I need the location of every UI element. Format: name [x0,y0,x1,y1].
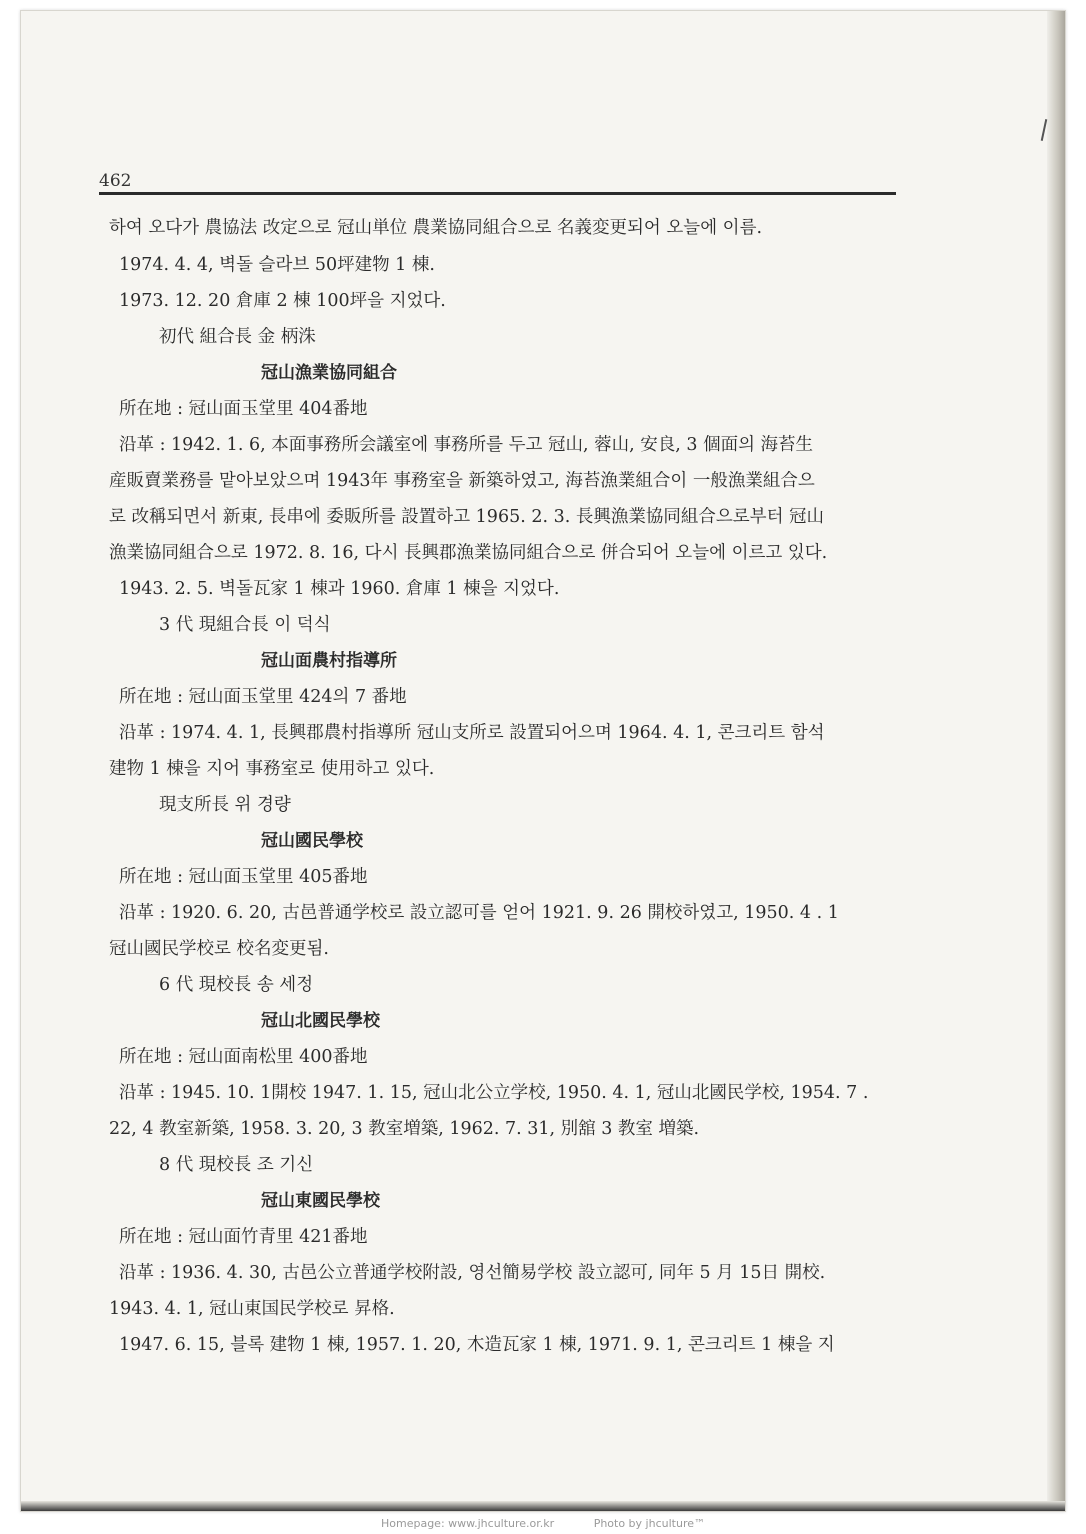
text-line: 하여 오다가 農協法 改定으로 冠山単位 農業協同組合으로 名義変更되어 오늘에 이름. [109,218,763,238]
text-line: 建物 1 棟을 지어 事務室로 使用하고 있다. [109,759,435,779]
text-line: 所在地 : 冠山面南松里 400番地 [119,1047,368,1067]
text-line: 6 代 現校長 송 세정 [159,975,314,995]
text-line: 沿革 : 1974. 4. 1, 長興郡農村指導所 冠山支所로 設置되어으며 1964. 4. 1, 콘크리트 함석 [119,723,825,743]
text-line: 所在地 : 冠山面竹青里 421番地 [119,1227,368,1247]
text-line: 1947. 6. 15, 블록 建物 1 棟, 1957. 1. 20, 木造瓦家 1 棟, 1971. 9. 1, 콘크리트 1 棟을 지 [119,1335,835,1355]
text-line: 初代 組合長 金 柄洙 [159,327,316,347]
page-number: 462 [99,171,132,191]
text-line: 所在地 : 冠山面玉堂里 424의 7 番地 [119,687,407,707]
text-line: 冠山國民学校로 校名変更됨. [109,939,329,959]
text-line: 沿革 : 1920. 6. 20, 古邑普通学校로 設立認可를 얻어 1921. 9. 26 開校하였고, 1950. 4 . 1 [119,903,839,923]
text-line: 漁業協同組合으로 1972. 8. 16, 다시 長興郡漁業協同組合으로 併合되어 오늘에 이르고 있다. [109,543,828,563]
text-line: 沿革 : 1936. 4. 30, 古邑公立普通学校附設, 영선簡易学校 設立認可, 同年 5 月 15日 開校. [119,1263,826,1283]
text-line: 所在地 : 冠山面玉堂里 405番地 [119,867,368,887]
photo-credit: Photo by jhculture™ [593,1517,705,1530]
text-line: 産販賣業務를 맡아보았으며 1943年 事務室을 新築하였고, 海苔漁業組合이 一般漁業組合으 [109,471,815,491]
text-line: 1943. 4. 1, 冠山東国民学校로 昇格. [109,1299,395,1319]
text-line: 로 改稱되면서 新東, 長串에 委販所를 設置하고 1965. 2. 3. 長興漁業協同組合으로부터 冠山 [109,507,825,527]
homepage-credit: Homepage: www.jhculture.or.kr [380,1517,555,1530]
text-line: 22, 4 教室新築, 1958. 3. 20, 3 教室増築, 1962. 7. 31, 別舘 3 教室 増築. [109,1119,700,1139]
text-line: 現支所長 위 경량 [159,795,291,815]
text-line: 所在地 : 冠山面玉堂里 404番地 [119,399,368,419]
book-spine [1047,11,1065,1511]
text-line: 3 代 現組合長 이 덕식 [159,615,331,635]
section-heading: 冠山東國民學校 [261,1191,380,1211]
text-line: 8 代 現校長 조 기신 [159,1155,314,1175]
text-line: 1973. 12. 20 倉庫 2 棟 100坪을 지었다. [119,291,446,311]
section-heading: 冠山國民學校 [261,831,363,851]
text-line: 沿革 : 1942. 1. 6, 本面事務所会議室에 事務所를 두고 冠山, 蓉山, 安良, 3 個面의 海苔生 [119,435,814,455]
section-heading: 冠山北國民學校 [261,1011,380,1031]
section-heading: 冠山面農村指導所 [261,651,397,671]
photo-credit-footer [0,1514,1086,1534]
text-line: 1943. 2. 5. 벽돌瓦家 1 棟과 1960. 倉庫 1 棟을 지었다. [119,579,560,599]
book-page [20,10,1066,1512]
header-rule [99,192,896,195]
page-bottom-edge [21,1501,1065,1511]
text-line: 沿革 : 1945. 10. 1開校 1947. 1. 15, 冠山北公立学校, 1950. 4. 1, 冠山北國民学校, 1954. 7 . [119,1083,869,1103]
text-line: 1974. 4. 4, 벽돌 슬라브 50坪建物 1 棟. [119,255,435,275]
section-heading: 冠山漁業協同組合 [261,363,397,383]
